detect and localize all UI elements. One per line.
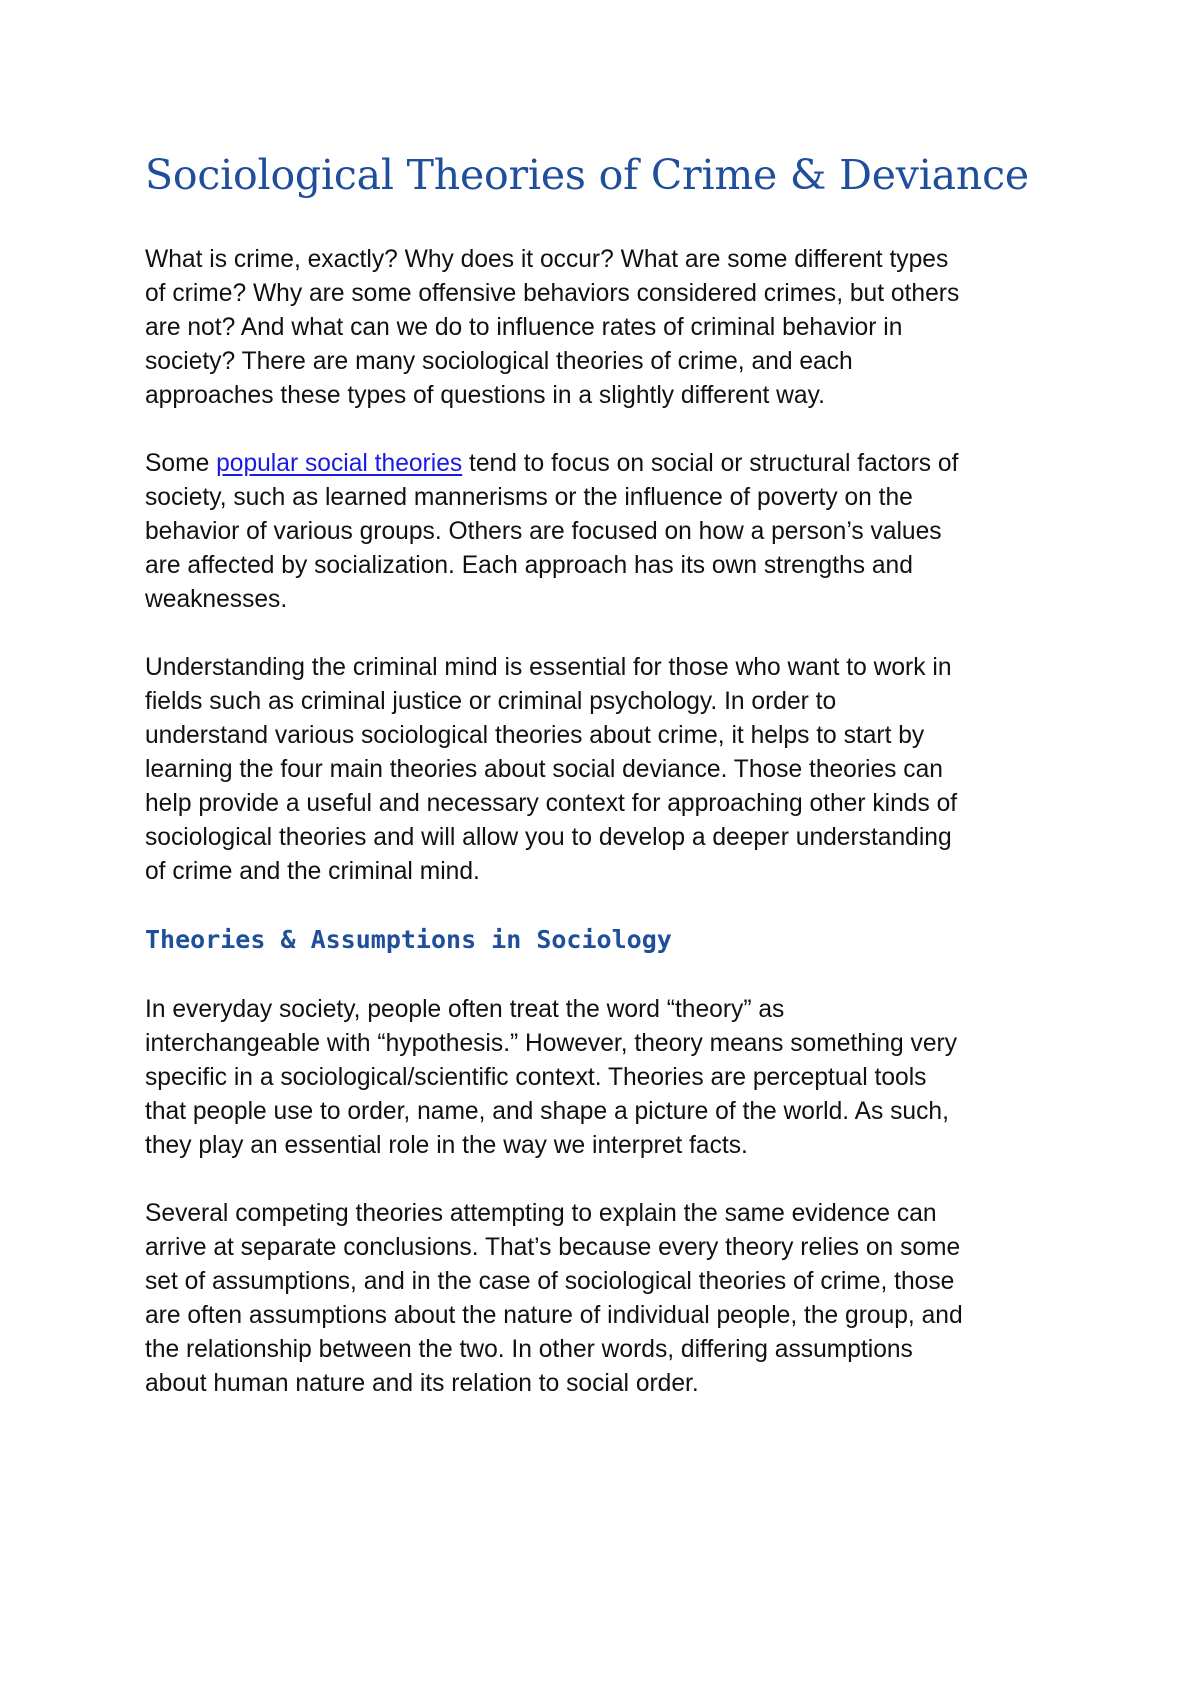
paragraph-line: specific in a sociological/scientific context. Theories are perceptual tools — [145, 1064, 927, 1091]
paragraph-line: Several competing theories attempting to explain the same evidence can — [145, 1200, 937, 1227]
paragraph-line: are often assumptions about the nature of individual people, the group, and — [145, 1302, 963, 1329]
paragraph-line: are affected by socialization. Each approach has its own strengths and — [145, 552, 913, 579]
paragraph-line: fields such as criminal justice or criminal psychology. In order to — [145, 688, 837, 715]
paragraph-line: In everyday society, people often treat the word “theory” as — [145, 996, 785, 1023]
paragraph-line: society, such as learned mannerisms or the influence of poverty on the — [145, 484, 913, 511]
theory-paragraph — [145, 993, 1070, 1163]
intro-paragraph — [145, 243, 1070, 413]
popular-theories-paragraph — [145, 447, 1070, 617]
popular-social-theories-link[interactable]: popular social theories — [216, 450, 463, 477]
paragraph-line: understand various sociological theories about crime, it helps to start by — [145, 722, 925, 749]
paragraph-line: society? There are many sociological theories of crime, and each — [145, 348, 853, 375]
section-heading: Theories & Assumptions in Sociology — [145, 925, 672, 954]
document-title: Sociological Theories of Crime & Deviance — [145, 151, 1029, 199]
paragraph-line: of crime? Why are some offensive behaviors considered crimes, but others — [145, 280, 960, 307]
paragraph-line: are not? And what can we do to influence rates of criminal behavior in — [145, 314, 903, 341]
paragraph-line — [145, 447, 1070, 481]
paragraph-line: learning the four main theories about social deviance. Those theories can — [145, 756, 943, 783]
paragraph-line: of crime and the criminal mind. — [145, 858, 480, 885]
paragraph-line: What is crime, exactly? Why does it occur? What are some different types — [145, 246, 949, 273]
paragraph-line: about human nature and its relation to social order. — [145, 1370, 699, 1397]
paragraph-line: weaknesses. — [145, 586, 288, 613]
paragraph-line: that people use to order, name, and shape a picture of the world. As such, — [145, 1098, 949, 1125]
competing-theories-paragraph — [145, 1197, 1070, 1401]
paragraph-line: Understanding the criminal mind is essential for those who want to work in — [145, 654, 952, 681]
paragraph-line: they play an essential role in the way we interpret facts. — [145, 1132, 748, 1159]
paragraph-line: arrive at separate conclusions. That’s because every theory relies on some — [145, 1234, 961, 1261]
paragraph-suffix: tend to focus on social or structural factors of — [462, 450, 959, 477]
criminal-mind-paragraph — [145, 651, 1070, 889]
paragraph-line: help provide a useful and necessary context for approaching other kinds of — [145, 790, 958, 817]
paragraph-line: approaches these types of questions in a slightly different way. — [145, 382, 825, 409]
paragraph-line: the relationship between the two. In other words, differing assumptions — [145, 1336, 913, 1363]
document-content — [145, 148, 1070, 1435]
paragraph-line: set of assumptions, and in the case of sociological theories of crime, those — [145, 1268, 955, 1295]
paragraph-prefix: Some — [145, 450, 217, 477]
paragraph-line: behavior of various groups. Others are focused on how a person’s values — [145, 518, 942, 545]
paragraph-line: interchangeable with “hypothesis.” However, theory means something very — [145, 1030, 958, 1057]
paragraph-line: sociological theories and will allow you to develop a deeper understanding — [145, 824, 952, 851]
